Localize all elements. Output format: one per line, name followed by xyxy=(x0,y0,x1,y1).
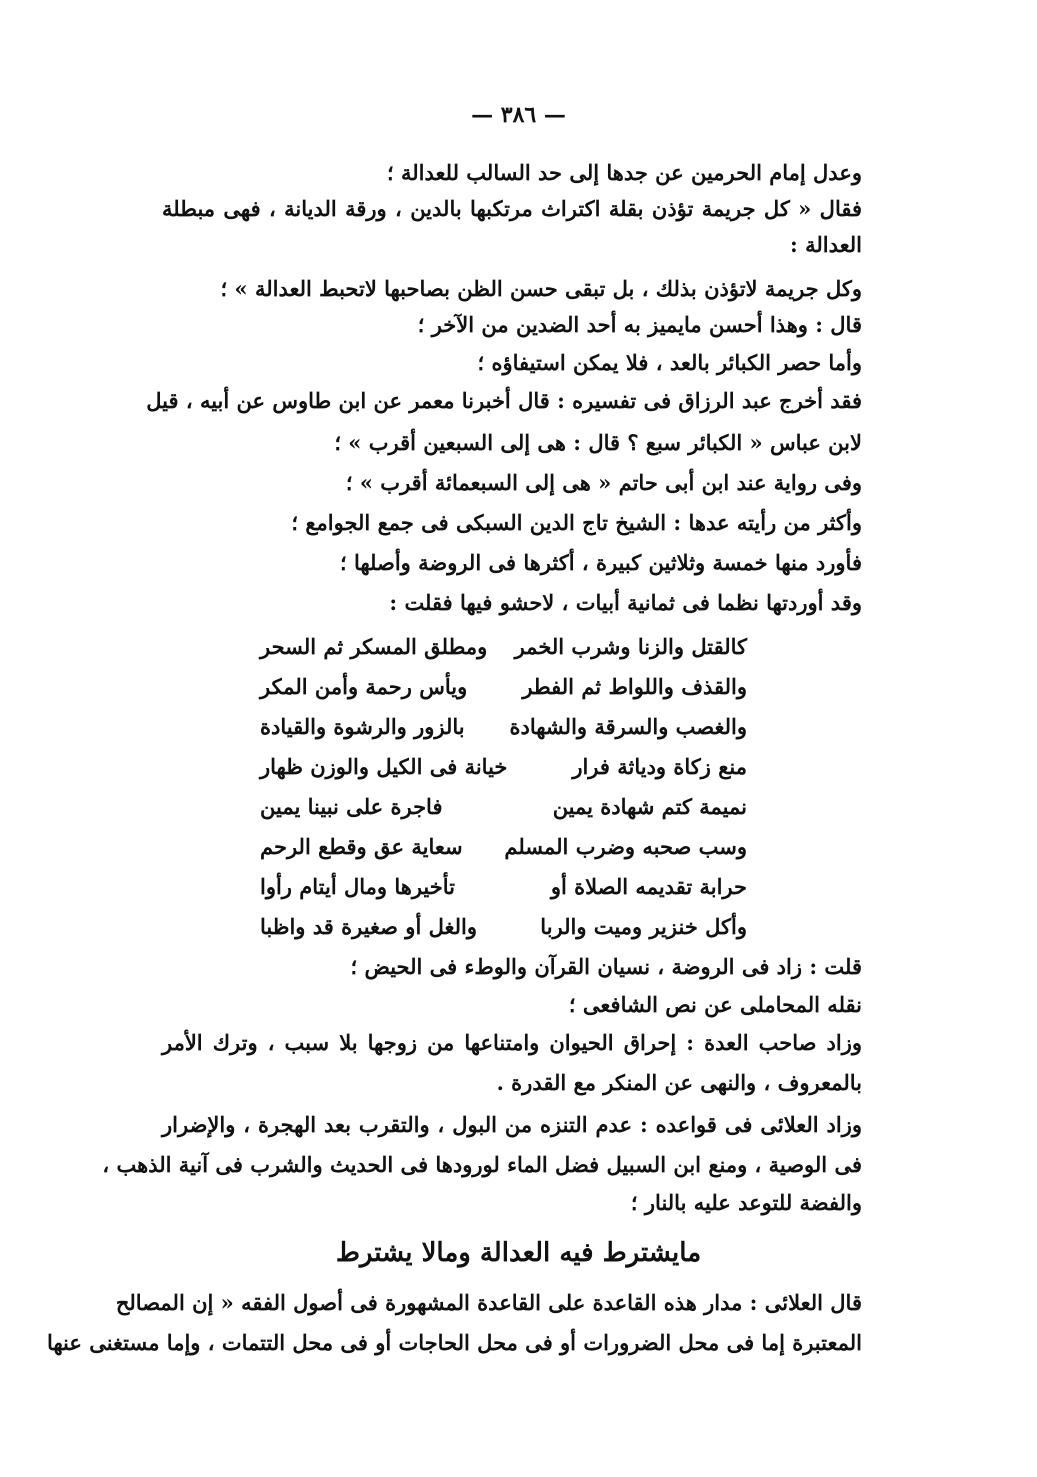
text-line: وزاد العلائى فى قواعده : عدم التنزه من البول ، والتقرب بعد الهجرة ، والإضرار xyxy=(162,1112,862,1137)
section-heading: مايشترط فيه العدالة ومالا يشترط xyxy=(335,1238,702,1268)
verse-second-half: سعاية عق وقطع الرحم xyxy=(260,834,463,859)
text-line: وكل جريمة لاتؤذن بذلك ، بل تبقى حسن الظن بصاحبها لاتحبط العدالة » ؛ xyxy=(220,276,862,301)
text-line: قلت : زاد فى الروضة ، نسيان القرآن والوطء فى الحيض ؛ xyxy=(350,954,862,979)
verse-second-half: تأخيرها ومال أيتام رأوا xyxy=(260,874,455,899)
text-line: وقد أوردتها نظما فى ثمانية أبيات ، لاحشو فيها فقلت : xyxy=(389,590,862,615)
text-line: وعدل إمام الحرمين عن جدها إلى حد السالب للعدالة ؛ xyxy=(387,160,862,185)
text-line: وزاد صاحب العدة : إحراق الحيوان وامتناعها من زوجها بلا سبب ، وترك الأمر xyxy=(162,1030,862,1055)
verse-first-half: وأكل خنزير وميت والربا xyxy=(540,914,747,939)
verse-second-half: خيانة فى الكيل والوزن ظهار xyxy=(260,754,508,779)
verse-first-half: والقذف واللواط ثم الفطر xyxy=(522,674,747,699)
text-line: قال العلائى : مدار هذه القاعدة على القاعدة المشهورة فى أصول الفقه « إن المصالح xyxy=(115,1290,862,1315)
verse-first-half: نميمة كتم شهادة يمين xyxy=(552,794,747,819)
verse-second-half: والغل أو صغيرة قد واظبا xyxy=(260,914,478,939)
text-line: وفى رواية عند ابن أبى حاتم « هى إلى السبعمائة أقرب » ؛ xyxy=(345,470,862,495)
text-line: نقله المحاملى عن نص الشافعى ؛ xyxy=(568,992,862,1017)
text-line: وأكثر من رأيته عدها : الشيخ تاج الدين السبكى فى جمع الجوامع ؛ xyxy=(291,510,862,535)
verse-second-half: فاجرة على نبينا يمين xyxy=(260,794,443,819)
text-line: والفضة للتوعد عليه بالنار ؛ xyxy=(630,1190,862,1215)
verse-first-half: حرابة تقديمه الصلاة أو xyxy=(550,874,747,899)
text-line: العدالة : xyxy=(790,232,862,257)
text-line: فقال « كل جريمة تؤذن بقلة اكتراث مرتكبها بالدين ، ورقة الديانة ، فهى مبطلة xyxy=(162,196,862,221)
verse-second-half: ومطلق المسكر ثم السحر xyxy=(260,634,488,659)
verse-first-half: كالقتل والزنا وشرب الخمر xyxy=(514,634,747,659)
text-line: وأما حصر الكبائر بالعد ، فلا يمكن استيفاؤه ؛ xyxy=(477,350,862,375)
text-line: المعتبرة إما فى محل الضرورات أو فى محل الحاجات أو فى محل التتمات ، وإما مستغنى عنها xyxy=(46,1330,862,1355)
text-line: لابن عباس « الكبائر سبع ؟ قال : هى إلى السبعين أقرب » ؛ xyxy=(334,430,862,455)
text-line: فأورد منها خمسة وثلاثين كبيرة ، أكثرها فى الروضة وأصلها ؛ xyxy=(339,550,862,575)
text-line: فى الوصية ، ومنع ابن السبيل فضل الماء لورودها فى الحديث والشرب فى آنية الذهب ، xyxy=(102,1152,862,1177)
page-number: — ٣٨٦ — xyxy=(471,102,566,128)
text-line: قال : وهذا أحسن مايميز به أحد الضدين من الآخر ؛ xyxy=(417,312,862,337)
verse-first-half: والغصب والسرقة والشهادة xyxy=(509,714,747,739)
text-line: بالمعروف ، والنهى عن المنكر مع القدرة . xyxy=(496,1070,862,1095)
verse-first-half: وسب صحبه وضرب المسلم xyxy=(504,834,747,859)
verse-second-half: ويأس رحمة وأمن المكر xyxy=(260,674,468,699)
text-line: فقد أخرج عبد الرزاق فى تفسيره : قال أخبرنا معمر عن ابن طاوس عن أبيه ، قيل xyxy=(146,388,862,413)
verse-first-half: منع زكاة ودياثة فرار xyxy=(572,754,747,779)
verse-second-half: بالزور والرشوة والقيادة xyxy=(260,714,465,739)
